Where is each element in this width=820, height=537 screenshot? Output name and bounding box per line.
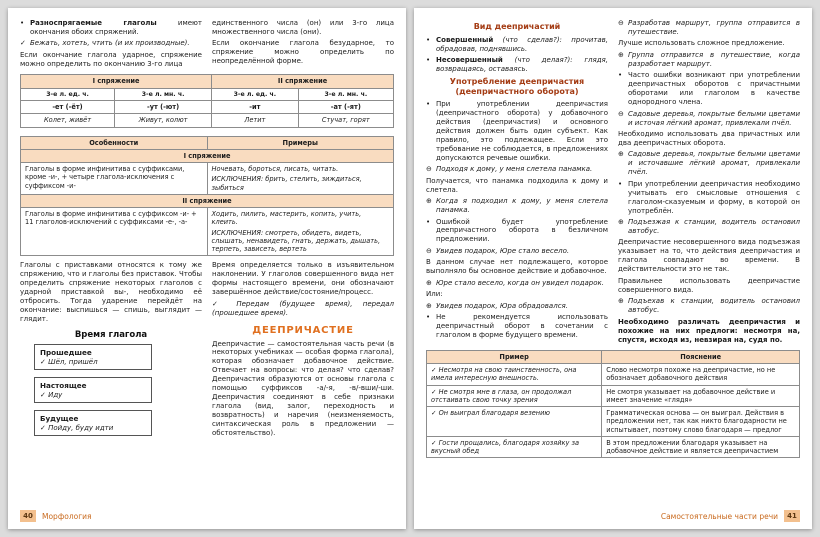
tense-box-title: Настоящее xyxy=(40,381,87,391)
usage-rule xyxy=(618,71,800,107)
tense-box-past xyxy=(34,344,152,370)
explanation-text: В данном случае нет подлежащего, которое выполняло бы основное действие и добавочное. xyxy=(426,258,608,276)
bad-example xyxy=(426,165,608,174)
bullet-icon: • xyxy=(426,217,431,226)
bullet-icon: • xyxy=(426,313,431,322)
plus-circle-icon: ⊕ xyxy=(618,297,624,306)
deeprichastie-heading: ДЕЕПРИЧАСТИЕ xyxy=(252,324,354,336)
explanation-header: Пояснение xyxy=(602,350,800,363)
section-row-2 xyxy=(21,194,394,207)
tense-box-example: ✓ Иду xyxy=(40,391,63,400)
mood-example: ✓ Передам (будущее время), передал (прошедшее время). xyxy=(212,299,394,317)
minus-circle-icon: ⊖ xyxy=(618,19,624,27)
good-example xyxy=(618,51,800,69)
examples-cell xyxy=(207,163,394,195)
explanation-text: Правильнее использовать деепричастие совершенного вида. xyxy=(618,276,800,294)
vid-heading: Вид деепричастий xyxy=(473,22,561,31)
intro-item-raznospryagaemye xyxy=(20,19,202,37)
usage-col-1 xyxy=(426,19,608,347)
vid-item-perfective xyxy=(426,36,608,54)
plus-circle-icon: ⊕ xyxy=(618,218,624,227)
explanation-text: Необходимо использовать два причастных или два деепричастных оборота. xyxy=(618,129,800,147)
good-example xyxy=(426,302,608,311)
page-footer-left xyxy=(20,506,394,522)
bottom-row xyxy=(20,261,394,443)
minus-circle-icon: ⊖ xyxy=(618,109,624,118)
comparison-example: ✓ Не смотря мне в глаза, он продолжал отстаивать свою точку зрения xyxy=(427,385,602,406)
intro-row xyxy=(20,19,394,71)
explanation-text: Получается, что панамка подходила к дому и слетела. xyxy=(426,176,608,194)
page-number: 41 xyxy=(784,510,800,522)
comparison-header-row xyxy=(427,350,800,363)
prepositions-note: Необходимо различать деепричастия и похожие на них предлоги: несмотря на, спустя, исходя из, невзирая на, судя по. xyxy=(618,317,800,344)
comparison-example: ✓ Гости прощались, благодаря хозяйку за вкусный обед xyxy=(427,436,602,457)
examples-text: Ночевать, бороться, писать, читать. xyxy=(211,165,339,174)
example-cell: Стучат, горят xyxy=(298,114,393,127)
mood-note: Время определяется только в изъявительном наклонении. У глаголов совершенного вида нет формы настоящего времени, они обозначают завершённое действие/состояние/процесс. xyxy=(212,261,394,297)
usage-col-2 xyxy=(618,19,800,347)
usage-rule xyxy=(426,100,608,163)
comparison-table xyxy=(426,350,800,458)
comparison-row xyxy=(427,364,800,385)
usage-rule xyxy=(426,218,608,245)
term-bold: Совершенный xyxy=(436,35,494,44)
plus-circle-icon: ⊕ xyxy=(426,197,432,206)
bad-example-text: Подходя к дому, у меня слетела панамка. xyxy=(436,165,593,174)
term-bold: Несовершенный xyxy=(436,56,503,64)
examples-header: Примеры xyxy=(207,136,394,149)
conjugation-col-header: 3-е л. ед. ч. xyxy=(212,88,299,101)
bullet-icon: • xyxy=(426,100,431,109)
page-number: 40 xyxy=(20,510,36,522)
section-row-1 xyxy=(21,149,394,162)
section-label: Морфология xyxy=(42,511,92,521)
tense-box-future xyxy=(34,410,152,436)
bad-example xyxy=(618,19,800,37)
connector-text: Или: xyxy=(426,290,443,299)
comparison-explanation: Не смотря указывает на добавочное действие и имеет значение «глядя» xyxy=(602,385,800,406)
vid-item-body xyxy=(436,36,608,54)
feature-cell: Глаголы в форме инфинитива с суффиксами, кроме -и-, + четыре глагола-исключения с суффиксом -и- xyxy=(21,163,208,195)
conjugation-examples-row xyxy=(21,114,394,127)
intro-col-1 xyxy=(20,19,202,71)
conjugation-endings-row xyxy=(21,101,394,114)
comparison-row xyxy=(427,436,800,457)
rule-text: При употреблении деепричастия (деепричастного оборота) у добавочного действия (деепричастия) и основного действия должен быть один субъект. Как правило, это подлежащее. Если это требование не соблюдается, в предложениях допускаются речевые ошибки. xyxy=(436,100,608,162)
rule-text: Ошибкой будет употребление деепричастного оборота в безличном предложении. xyxy=(436,217,608,244)
comparison-row xyxy=(427,385,800,406)
good-example xyxy=(426,279,608,288)
tense-box-example: ✓ Пойду, буду идти xyxy=(40,424,114,433)
usage-heading: Употребление деепричастия (деепричастного оборота) xyxy=(449,76,585,96)
good-example-text: Подъехав к станции, водитель остановил автобус. xyxy=(628,297,800,315)
features-header: Особенности xyxy=(21,136,208,149)
comparison-row xyxy=(427,407,800,437)
good-example-text: Увидев подарок, Юра обрадовался. xyxy=(436,301,568,310)
section-label: Самостоятельные части речи xyxy=(660,511,778,521)
intro-example xyxy=(20,39,202,48)
prefix-note: Глаголы с приставками относятся к тому же спряжению, что и глаголы без приставок. Чтобы определить спряжение некоторых глаголов с ударной приставкой вы-, необходимо её отбросить. Тогда ударение перейдёт на окончание: выспишься — спишь, выглядит — глядит. xyxy=(20,261,202,324)
good-example-text: Когда я подходил к дому, у меня слетела панамка. xyxy=(436,197,608,215)
good-example-text: Группа отправится в путешествие, когда разработает маршрут. xyxy=(628,50,800,68)
bullet-icon: • xyxy=(618,71,623,80)
explanation-text: Лучше использовать сложное предложение. xyxy=(618,39,785,48)
bottom-col-1 xyxy=(20,261,202,443)
plus-circle-icon: ⊕ xyxy=(618,50,624,59)
term-rest: имеют окончания обоих спряжений. xyxy=(30,19,202,36)
tense-box-title: Прошедшее xyxy=(40,348,92,358)
bad-example xyxy=(426,247,608,256)
conjugation-group-1: I спряжение xyxy=(21,75,212,88)
features-row-2 xyxy=(21,208,394,256)
intro-item-body xyxy=(30,19,202,37)
page-footer-right xyxy=(426,506,800,522)
intro-text: Если окончание глагола ударное, спряжение можно определить по окончанию 3-го лица xyxy=(20,50,202,68)
section-title: II спряжение xyxy=(21,194,394,207)
tense-diagram xyxy=(34,344,202,436)
rule-text: Часто ошибки возникают при употреблении деепричастных оборотов с причастными оборотами или глаголом в качестве однородного члена. xyxy=(628,71,800,107)
conjugation-col-header: 3-е л. мн. ч. xyxy=(115,88,212,101)
good-example xyxy=(426,197,608,215)
comparison-explanation: Слово несмотря похоже на деепричастие, но не обозначает добавочного действия xyxy=(602,364,800,385)
good-example xyxy=(618,150,800,177)
bad-example-text: Садовые деревья, покрытые белыми цветами и источая лёгкий аромат, привлекали пчёл. xyxy=(628,109,800,127)
examples-text: Ходить, пилить, мастерить, копить, учить, клеить. xyxy=(211,210,362,227)
intro-text-continued: единственного числа (он) или 3-го лица множественного числа (они). xyxy=(212,19,394,36)
ending-cell: -ит xyxy=(212,101,299,114)
plus-circle-icon: ⊕ xyxy=(618,150,624,159)
intro-col-2 xyxy=(212,19,394,71)
usage-rule xyxy=(426,313,608,340)
comparison-explanation: Грамматическая основа — он выиграл. Действия в предложении нет, так как никто благодарности не испытывает, поэтому слово благодаря — предлог xyxy=(602,407,800,437)
bullet-icon: • xyxy=(20,19,25,27)
comparison-explanation: В этом предложении благодаря указывает на добавочное действие и является деепричастием xyxy=(602,436,800,457)
comparison-example: ✓ Он выиграл благодаря везению xyxy=(427,407,602,437)
bad-example xyxy=(618,110,800,128)
good-example xyxy=(618,218,800,236)
bullet-icon: • xyxy=(426,35,431,44)
intro-text-unstressed: Если окончание глагола безударное, то спряжение можно определить по неопределённой форме. xyxy=(212,39,394,66)
deeprichastie-definition: Деепричастие — самостоятельная часть речи (в некоторых учебниках — особая форма глагола), которая обозначает добавочное действие. Отвечает на вопросы: что делая? что сделав? Деепричастия образуются от основы глагола с помощью суффиксов -а/-я, -в/-вши/-ши. Деепричастия соединяют в себе признаки глагола (вид, залог, переходность и возвратность) и наречия (неизменяемость, синтаксическая роль в предложении — обстоятельство). xyxy=(212,339,394,438)
comparison-example: ✓ Несмотря на свою таинственность, она имела интересную внешность. xyxy=(427,364,602,385)
features-table xyxy=(20,136,394,257)
tense-box-title: Будущее xyxy=(40,414,79,424)
good-example-text: Юре стало весело, когда он увидел подарок. xyxy=(436,278,604,287)
example-header: Пример xyxy=(427,350,602,363)
ending-cell: -ут (-ют) xyxy=(115,101,212,114)
plus-circle-icon: ⊕ xyxy=(426,301,432,310)
good-example xyxy=(618,297,800,315)
explanation-text: Деепричастие несовершенного вида подъезжая указывает на то, что действия деепричастия и глагола совпадают во времени. В действительности это не так. xyxy=(618,238,800,274)
conjugation-col-header: 3-е л. мн. ч. xyxy=(298,88,393,101)
bad-example-text: Разработав маршрут, группа отправится в путешествие. xyxy=(628,19,800,36)
good-example-text: Подъезжая к станции, водитель остановил автобус. xyxy=(628,218,800,236)
features-header-row xyxy=(21,136,394,149)
rule-text: Не рекомендуется использовать деепричастный оборот в сочетании с глаголом в форме будущего времени. xyxy=(436,313,608,340)
section-title: I спряжение xyxy=(21,149,394,162)
features-row-1 xyxy=(21,163,394,195)
page-left xyxy=(8,8,406,529)
page-right xyxy=(414,8,812,529)
conjugation-subheader-row xyxy=(21,88,394,101)
ending-cell: -ет (-ёт) xyxy=(21,101,115,114)
vid-item-body xyxy=(436,56,608,74)
conjugation-group-2: II спряжение xyxy=(212,75,394,88)
term-rest: (что делая?): глядя, возвращаясь, оставаясь. xyxy=(436,56,608,73)
conjugation-group-row xyxy=(21,75,394,88)
tense-box-example: ✓ Шёл, пришёл xyxy=(40,358,98,367)
rule-text: При употреблении деепричастия необходимо учитывать его смысловые отношения с глаголом-сказуемым и форму, в которой он употреблён. xyxy=(628,179,800,215)
bottom-col-2 xyxy=(212,261,394,443)
bullet-icon: • xyxy=(426,56,431,64)
good-example-text: Садовые деревья, покрытые белыми цветами и источавшие лёгкий аромат, привлекали пчёл. xyxy=(628,150,800,177)
example-cell: Живут, колют xyxy=(115,114,212,127)
exceptions-text: ИСКЛЮЧЕНИЯ: смотреть, обидеть, видеть, слышать, ненавидеть, гнать, держать, дышать, терпеть, зависеть, вертеть xyxy=(211,228,381,254)
feature-cell: Глаголы в форме инфинитива с суффиксом -и- + 11 глаголов-исключений с суффиксами -е-, -а- xyxy=(21,208,208,256)
exceptions-text: ИСКЛЮЧЕНИЯ: брить, стелить, зиждиться, зыбиться xyxy=(211,175,362,192)
intro-example-text: Бежать, хотеть, чтить (и их производные). xyxy=(30,39,190,48)
conjugation-col-header: 3-е л. ед. ч. xyxy=(21,88,115,101)
minus-circle-icon: ⊖ xyxy=(426,246,432,255)
usage-rule xyxy=(618,180,800,216)
conjugation-table xyxy=(20,74,394,127)
vid-item-imperfective xyxy=(426,56,608,74)
check-icon: ✓ xyxy=(20,39,26,48)
examples-cell xyxy=(207,208,394,256)
bullet-icon: • xyxy=(618,179,623,188)
term-bold: Разноспрягаемые глаголы xyxy=(30,19,157,27)
example-cell: Летит xyxy=(212,114,299,127)
tense-box-present xyxy=(34,377,152,403)
ending-cell: -ат (-ят) xyxy=(298,101,393,114)
term-rest: (что сделав?): прочитав, обрадовав, поднявшись. xyxy=(436,35,608,53)
plus-circle-icon: ⊕ xyxy=(426,278,432,287)
example-cell: Колет, живёт xyxy=(21,114,115,127)
bad-example-text: Увидев подарок, Юре стало весело. xyxy=(436,246,570,255)
tense-heading: Время глагола xyxy=(74,329,148,340)
usage-row xyxy=(426,19,800,347)
minus-circle-icon: ⊖ xyxy=(426,165,432,174)
